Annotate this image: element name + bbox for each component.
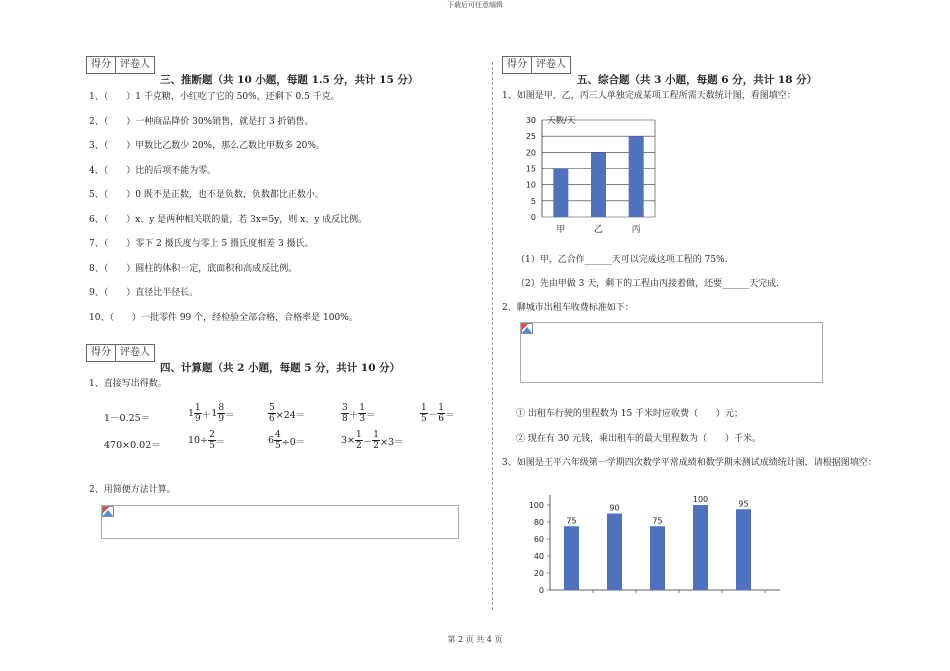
bar (650, 526, 665, 590)
data-label: 95 (738, 499, 749, 509)
whole: 1 (211, 408, 218, 419)
operator: ＋ (348, 409, 359, 421)
operator: ＋ (201, 409, 212, 421)
bar (736, 509, 751, 590)
grader-label: 评卷人 (115, 57, 154, 73)
s5-question-1: 1、如图是甲，乙，丙三人单独完成某项工程所需天数统计图，看图填空： (502, 91, 796, 101)
section-5-title: 五、综合题（共 3 小题，每题 6 分，共计 18 分） (577, 74, 818, 86)
score-box-s5 (502, 56, 571, 74)
y-tick-label: 60 (533, 535, 544, 544)
s5-q1-sub1: （1）甲，乙合作______天可以完成这项工程的 75%. (516, 255, 728, 265)
operator: － (362, 436, 373, 448)
fraction: $\frac{3}{8}$ (342, 403, 348, 424)
fraction: $\frac{1}{2}$ (356, 430, 362, 451)
s5-question-2: 2、聊城市出租车收费标准如下： (502, 303, 634, 313)
y-tick-label: 0 (530, 213, 536, 222)
bar (564, 526, 579, 590)
s3-question-10: 10、（ ）一批零件 99 个，经检验全部合格，合格率是 100%。 (89, 312, 358, 323)
fraction: $\frac{1}{2}$ (373, 430, 379, 451)
x-tick-label: 甲 (556, 225, 566, 235)
y-tick-label: 10 (525, 180, 536, 190)
score-label: 得分 (91, 347, 111, 358)
grader-label: 评卷人 (531, 57, 570, 73)
bar (553, 169, 568, 218)
score-box-s4 (86, 344, 155, 362)
calc-r2c3 (268, 430, 305, 451)
chart-days-needed (520, 110, 670, 238)
chart-math-scores (525, 487, 785, 597)
whole: 1 (188, 408, 195, 419)
s5-q2-sub2: ② 现在有 30 元钱，乘出租车的最大里程数为（ ）千米。 (516, 434, 762, 444)
data-label: 75 (566, 516, 577, 526)
y-tick-label: 0 (538, 586, 544, 595)
calc-pre: 10÷ (188, 435, 209, 446)
answer-box-s4q2 (101, 505, 459, 539)
data-label: 100 (692, 495, 709, 504)
bar (607, 514, 622, 591)
s3-question-8: 8、（ ）圆柱的体积一定，底面积和高成反比例。 (89, 263, 298, 274)
s5-question-3: 3、如图是王平六年级第一学期四次数学平常成绩和数学期末测试成绩统计图．请根据图填空： (502, 458, 877, 468)
equals: ＝ (444, 409, 455, 421)
calc-r2c2 (188, 430, 225, 451)
y-tick-label: 5 (530, 196, 536, 206)
y-tick-label: 20 (533, 569, 544, 578)
s4-question-1: 1、直接写出得数。 (89, 379, 167, 389)
calc-r1c3 (268, 403, 305, 424)
fraction: $\frac{5}{6}$ (269, 403, 275, 424)
y-tick-label: 80 (533, 518, 544, 527)
fraction: $\frac{4}{5}$ (275, 430, 281, 451)
score-label: 得分 (507, 59, 527, 70)
x-tick-label: 乙 (593, 225, 604, 235)
calc-rest: ×24＝ (275, 409, 306, 421)
bar (591, 152, 606, 217)
calc-r1c1 (104, 410, 150, 424)
broken-image-icon (521, 323, 533, 334)
s3-question-9: 9、（ ）直径比半径长。 (89, 288, 199, 298)
calc-pre: 3× (341, 435, 356, 446)
s5-q1-sub2: （2）先由甲做 3 天，剩下的工程由丙接着做，还要______天完成. (516, 279, 780, 289)
fraction: $\frac{1}{3}$ (359, 403, 365, 424)
calc-rest: ÷0＝ (281, 436, 306, 448)
calc-r1c4 (341, 403, 376, 424)
calc-r2c1 (104, 437, 161, 451)
bar (629, 136, 644, 217)
s3-question-2: 2、（ ）一种商品降价 30%销售，就是打 3 折销售。 (89, 116, 314, 127)
equals: ＝ (365, 409, 376, 421)
calc-r1c5 (420, 403, 455, 424)
fraction: $\frac{1}{9}$ (195, 403, 201, 424)
calc-expr: 1－0.25＝ (104, 413, 151, 424)
column-divider (492, 62, 493, 610)
s3-question-5: 5、（ ）0 既不是正数，也不是负数，负数都比正数小。 (89, 190, 324, 200)
y-axis-label: 天数/天 (547, 116, 576, 126)
s3-question-6: 6、（ ）x、y 是两种相关联的量，若 3x=5y，则 x、y 成反比例。 (89, 214, 368, 225)
score-label: 得分 (91, 59, 111, 70)
y-tick-label: 25 (525, 132, 536, 142)
whole: 6 (268, 435, 275, 446)
fraction: $\frac{1}{6}$ (438, 403, 444, 424)
calc-expr: 470×0.02＝ (104, 440, 161, 451)
equals: ＝ (225, 409, 235, 421)
s4-question-2: 2、用简便方法计算。 (89, 485, 176, 495)
s5-q2-sub1: ① 出租车行驶的里程数为 15 千米时应收费（ ）元； (516, 409, 744, 419)
bar (693, 505, 708, 590)
operator: － (427, 409, 438, 421)
score-box-s3 (86, 56, 155, 74)
page-header-note: 下载后可任意编辑 (447, 1, 503, 9)
equals: ＝ (215, 436, 226, 448)
data-label: 90 (609, 503, 620, 513)
broken-image-icon (102, 506, 114, 517)
fraction: $\frac{8}{9}$ (218, 403, 225, 424)
data-label: 75 (652, 516, 663, 526)
y-tick-label: 20 (525, 148, 536, 158)
section-3-title: 三、推断题（共 10 小题，每题 1.5 分，共计 15 分） (160, 74, 419, 86)
calc-rest: ×3＝ (380, 436, 404, 448)
s3-question-1: 1、（ ）1 千克糖，小红吃了它的 50%，还剩下 0.5 千克。 (89, 92, 340, 102)
page-footer: 第 2 页 共 4 页 (447, 635, 503, 644)
grader-label: 评卷人 (115, 345, 154, 361)
section-4-title: 四、计算题（共 2 小题，每题 5 分，共计 10 分） (160, 362, 401, 374)
taxi-fare-image-box (520, 322, 823, 383)
x-tick-label: 丙 (631, 225, 641, 235)
s3-question-4: 4、（ ）比的后项不能为零。 (89, 165, 217, 176)
calc-r1c2 (188, 403, 235, 424)
y-tick-label: 15 (525, 164, 536, 174)
calc-r2c4 (341, 430, 404, 451)
y-tick-label: 40 (533, 552, 544, 561)
fraction: $\frac{2}{5}$ (209, 430, 215, 451)
y-tick-label: 100 (528, 501, 544, 510)
fraction: $\frac{1}{5}$ (421, 403, 427, 424)
s3-question-3: 3、（ ）甲数比乙数少 20%，那么乙数比甲数多 20%。 (89, 141, 325, 151)
y-tick-label: 30 (525, 116, 536, 125)
s3-question-7: 7、（ ）零下 2 摄氏度与零上 5 摄氏度相差 3 摄氏。 (89, 239, 314, 249)
